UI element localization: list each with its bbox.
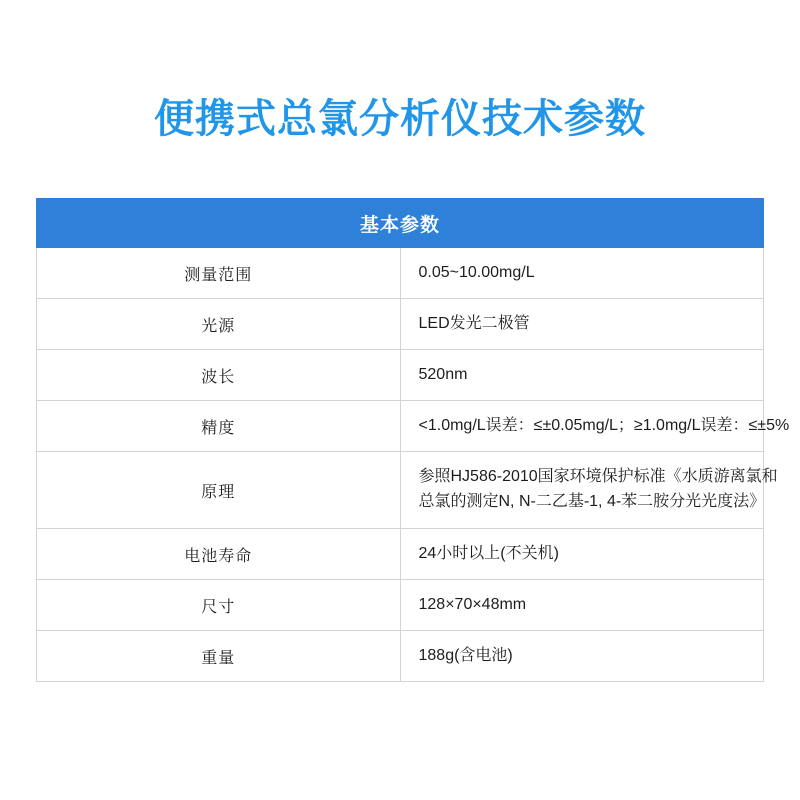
row-value-line: 128×70×48mm [418, 595, 527, 613]
row-value [400, 529, 764, 580]
table-row [37, 350, 764, 401]
page-title: 便携式总氯分析仪技术参数 [154, 97, 646, 141]
row-value-line: 520nm [418, 365, 468, 383]
table-head [37, 199, 764, 248]
row-label: 原理 [37, 452, 401, 529]
table-body [37, 248, 790, 682]
table-row [37, 248, 764, 299]
row-value [400, 631, 764, 682]
row-label: 电池寿命 [37, 529, 401, 580]
row-value [400, 299, 764, 350]
row-label: 尺寸 [37, 580, 401, 631]
row-value [400, 350, 764, 401]
row-value-line: <1.0mg/L误差：≤±0.05mg/L；≥1.0mg/L误差：≤±5% [418, 416, 790, 434]
row-value-line: 0.05~10.00mg/L [418, 263, 535, 281]
table-header-row [37, 199, 764, 248]
table-header-title: 基本参数 [37, 199, 764, 248]
row-value-line: 24小时以上(不关机) [418, 544, 559, 562]
table-row [37, 529, 764, 580]
row-value-line: 参照HJ586-2010国家环境保护标准《水质游离氯和 [418, 468, 778, 486]
row-value-line: 188g(含电池) [418, 646, 513, 664]
table-row [37, 452, 764, 529]
row-label: 光源 [37, 299, 401, 350]
row-value [400, 401, 790, 452]
row-value [400, 248, 764, 299]
table-row [37, 299, 764, 350]
row-label: 测量范围 [37, 248, 401, 299]
row-label: 重量 [37, 631, 401, 682]
table-row [37, 631, 764, 682]
row-value-line: 总氯的测定N, N-二乙基-1, 4-苯二胺分光光度法》 [418, 493, 766, 510]
table-row [37, 401, 764, 452]
row-label: 波长 [37, 350, 401, 401]
row-value [400, 452, 778, 529]
row-value [400, 580, 764, 631]
table-row [37, 580, 764, 631]
specifications-table [36, 198, 790, 682]
row-value-line: LED发光二极管 [418, 314, 530, 332]
row-label: 精度 [37, 401, 401, 452]
